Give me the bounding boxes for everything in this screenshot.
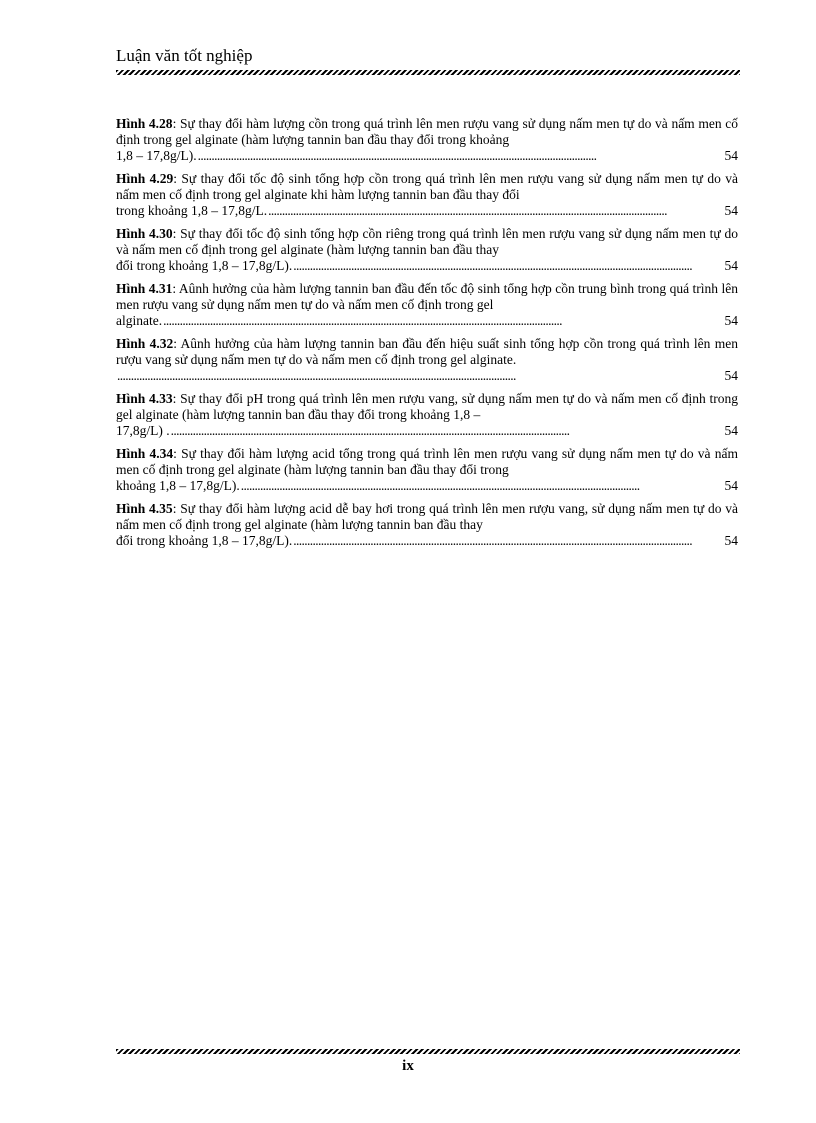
dot-leader — [293, 258, 723, 274]
figure-caption: : Aûnh hưởng của hàm lượng tannin ban đầu đến hiệu suất sinh tổng hợp cồn trong quá trình lên men rượu vang sử dụng nấm men tự do và nấm men cố định trong gel alginate. — [116, 336, 738, 367]
page-ref: 54 — [724, 148, 738, 163]
figure-label: Hình 4.29 — [116, 171, 174, 186]
figure-label: Hình 4.31 — [116, 281, 173, 296]
figure-caption: : Sự thay đổi hàm lượng acid dễ bay hơi trong quá trình lên men rượu vang, sử dụng nấm men tự do và nấm men cố định trong gel alginate (hàm lượng tannin ban đầu thay — [116, 501, 738, 532]
toc-entry[interactable] — [116, 281, 738, 329]
figure-caption-end: trong khoảng 1,8 – 17,8g/L. — [116, 203, 268, 218]
page-ref: 54 — [724, 423, 738, 438]
list-of-figures — [116, 116, 738, 556]
figure-caption-end: alginate. — [116, 313, 163, 328]
footer-divider — [116, 1049, 740, 1054]
header-divider — [116, 70, 740, 75]
toc-entry[interactable] — [116, 171, 738, 219]
dot-leader — [163, 313, 723, 329]
figure-label: Hình 4.35 — [116, 501, 173, 516]
toc-entry[interactable] — [116, 116, 738, 164]
page-ref: 54 — [724, 478, 738, 493]
running-header-title: Luận văn tốt nghiệp — [116, 46, 253, 65]
figure-caption-end: đổi trong khoảng 1,8 – 17,8g/L). — [116, 258, 293, 273]
figure-caption-end: 1,8 – 17,8g/L). — [116, 148, 197, 163]
figure-caption: : Sự thay đổi hàm lượng acid tổng trong quá trình lên men rượu vang sử dụng nấm men tự do và nấm men cố định trong gel alginate (hàm lượng tannin ban đầu thay đổi trong — [116, 446, 738, 477]
figure-caption: : Sự thay đổi hàm lượng cồn trong quá trình lên men rượu vang sử dụng nấm men tự do và nấm men cố định trong gel alginate (hàm lượng tannin ban đầu thay đổi trong khoảng — [116, 116, 738, 147]
figure-caption: : Sự thay đổi tốc độ sinh tổng hợp cồn riêng trong quá trình lên men rượu vang sử dụng nấm men tự do và nấm men cố định trong gel alginate (hàm lượng tannin ban đầu thay — [116, 226, 738, 257]
figure-label: Hình 4.34 — [116, 446, 174, 461]
figure-caption-end: khoảng 1,8 – 17,8g/L). — [116, 478, 240, 493]
toc-entry[interactable] — [116, 336, 738, 384]
figure-label: Hình 4.33 — [116, 391, 173, 406]
dot-leader — [241, 478, 724, 494]
dot-leader — [171, 423, 724, 439]
page-ref: 54 — [724, 313, 738, 328]
page-ref: 54 — [724, 368, 738, 383]
figure-caption: : Sự thay đổi tốc độ sinh tổng hợp cồn trong quá trình lên men rượu vang sử dụng nấm men tự do và nấm men cố định trong gel alginate khi hàm lượng tannin ban đầu thay đổi — [116, 171, 738, 202]
dot-leader — [293, 533, 723, 549]
dot-leader — [268, 203, 723, 219]
figure-caption: : Sự thay đổi pH trong quá trình lên men rượu vang, sử dụng nấm men tự do và nấm men cố định trong gel alginate (hàm lượng tannin ban đầu thay đổi trong khoảng 1,8 – — [116, 391, 738, 422]
dot-leader — [198, 148, 724, 164]
toc-entry[interactable] — [116, 391, 738, 439]
page-ref: 54 — [724, 258, 738, 273]
toc-entry[interactable] — [116, 446, 738, 494]
figure-caption-end: đổi trong khoảng 1,8 – 17,8g/L). — [116, 533, 293, 548]
figure-caption-end: 17,8g/L) . — [116, 423, 170, 438]
figure-label: Hình 4.30 — [116, 226, 173, 241]
page-number: ix — [402, 1058, 414, 1074]
page-ref: 54 — [724, 533, 738, 548]
dot-leader — [117, 368, 724, 384]
figure-label: Hình 4.28 — [116, 116, 173, 131]
page-ref: 54 — [724, 203, 738, 218]
toc-entry[interactable] — [116, 226, 738, 274]
figure-caption: : Aûnh hưởng của hàm lượng tannin ban đầu đến tốc độ sinh tổng hợp cồn trung bình trong quá trình lên men rượu vang sử dụng nấm men tự do và nấm men cố định trong gel — [116, 281, 738, 312]
toc-entry[interactable] — [116, 501, 738, 549]
figure-label: Hình 4.32 — [116, 336, 174, 351]
